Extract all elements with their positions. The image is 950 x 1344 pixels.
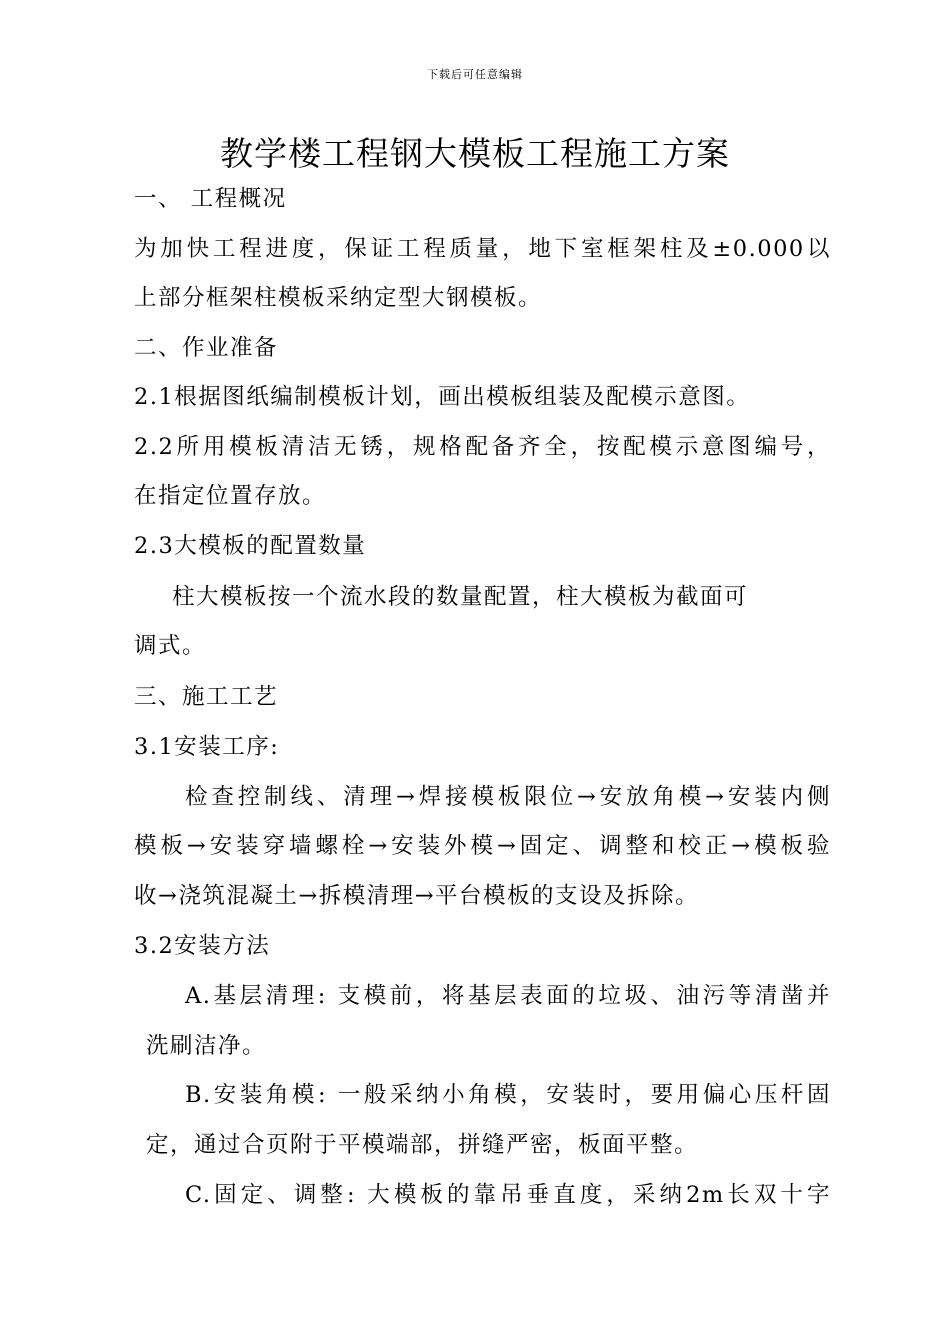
paragraph-line: B.安装角模: 一般采纳小角模，安装时，要用偏心压杆固 bbox=[185, 1082, 831, 1108]
subsection-heading: 3.2安装方法 bbox=[134, 933, 271, 959]
section-heading-2: 二、作业准备 bbox=[134, 335, 279, 361]
paragraph-line: 上部分框架柱模板采纳定型大钢模板。 bbox=[134, 285, 543, 311]
document-title: 教学楼工程钢大模板工程施工方案 bbox=[220, 134, 730, 173]
paragraph-line: 模板→安装穿墙螺栓→安装外模→固定、调整和校正→模板验 bbox=[134, 833, 831, 859]
paragraph-line: C.固定、调整: 大模板的靠吊垂直度，采纳2m长双十字 bbox=[185, 1182, 831, 1208]
paragraph-line: 收→浇筑混凝土→拆模清理→平台模板的支设及拆除。 bbox=[134, 883, 700, 909]
paragraph-line: A.基层清理: 支模前，将基层表面的垃圾、油污等清凿并 bbox=[185, 983, 831, 1009]
paragraph-line: 检查控制线、清理→焊接模板限位→安放角模→安装内侧 bbox=[185, 784, 831, 810]
paragraph-line: 在指定位置存放。 bbox=[134, 483, 327, 509]
paragraph-line: 调式。 bbox=[134, 633, 207, 659]
page-header: 下载后可任意编辑 bbox=[427, 68, 523, 81]
paragraph-line: 2.1根据图纸编制模板计划，画出模板组装及配模示意图。 bbox=[134, 384, 751, 410]
paragraph-line: 2.2所用模板清洁无锈，规格配备齐全，按配模示意图编号， bbox=[134, 434, 831, 460]
paragraph-line: 洗刷洁净。 bbox=[146, 1033, 267, 1059]
subsection-heading: 3.1安装工序: bbox=[134, 734, 280, 760]
paragraph-line: 柱大模板按一个流水段的数量配置，柱大模板为截面可 bbox=[172, 584, 749, 610]
subsection-heading: 2.3大模板的配置数量 bbox=[134, 533, 367, 559]
section-heading-3: 三、施工工艺 bbox=[134, 684, 279, 710]
paragraph-line: 定，通过合页附于平模端部，拼缝严密，板面平整。 bbox=[146, 1132, 699, 1158]
section-heading-1: 一、 工程概况 bbox=[134, 186, 287, 212]
paragraph-line: 为加快工程进度，保证工程质量，地下室框架柱及±0.000以 bbox=[134, 236, 831, 262]
